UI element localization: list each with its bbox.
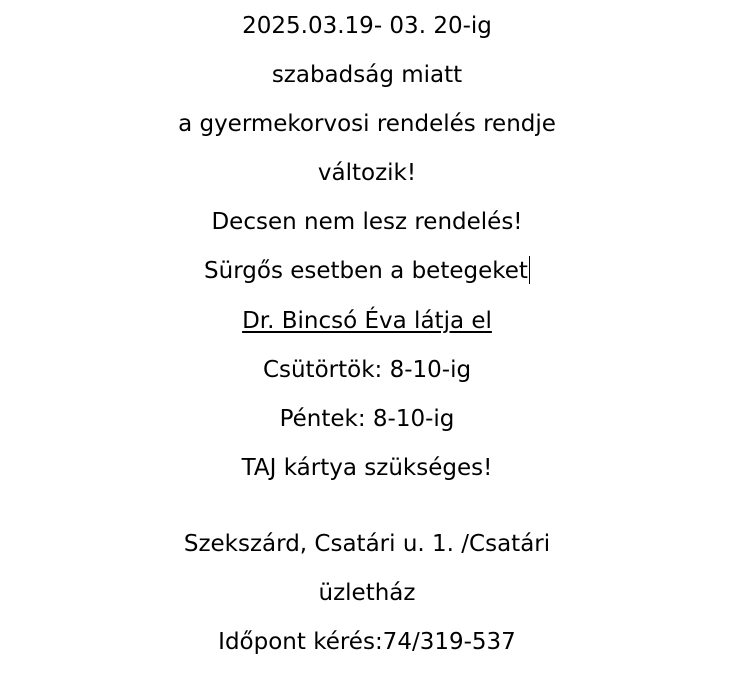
subject-line: a gyermekorvosi rendelés rendje — [178, 111, 556, 137]
reason-line: szabadság miatt — [271, 62, 463, 88]
substitute-doctor-text: Dr. Bincsó Éva látja el — [242, 308, 492, 334]
building-line: üzletház — [318, 580, 416, 606]
thursday-hours-line: Csütörtök: 8-10-ig — [262, 357, 472, 383]
substitute-doctor-line — [0, 306, 734, 336]
address-line: Szekszárd, Csatári u. 1. /Csatári — [183, 531, 551, 557]
insurance-card-line: TAJ kártya szükséges! — [241, 455, 493, 481]
no-office-hours-line: Decsen nem lesz rendelés! — [211, 209, 523, 235]
urgent-case-text: Sürgős esetben a betegeket — [204, 258, 528, 284]
text-cursor — [529, 256, 530, 284]
friday-hours-line: Péntek: 8-10-ig — [279, 406, 455, 432]
date-range-line: 2025.03.19- 03. 20-ig — [242, 13, 492, 39]
urgent-case-line[interactable] — [0, 256, 734, 286]
appointment-phone-line: Időpont kérés:74/319-537 — [218, 629, 516, 655]
change-line: változik! — [317, 160, 417, 186]
